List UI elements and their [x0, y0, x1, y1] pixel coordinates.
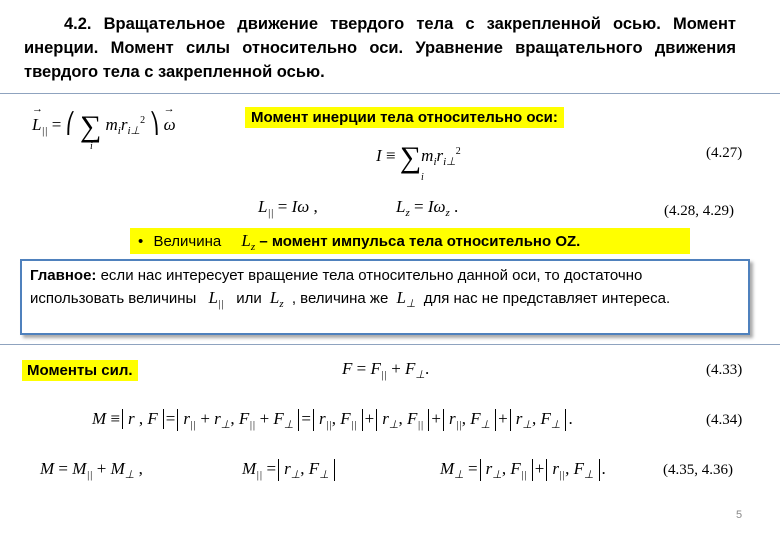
- equation-number-4-27: (4.27): [706, 145, 743, 161]
- bullet-suffix: – момент импульса тела относительно OZ.: [259, 233, 581, 250]
- moment-parallel-formula: $M_{||} = r_\perp$, $F_\perp$: [242, 459, 337, 481]
- angular-momentum-formula: $L_{||}$ → = ⎛ ∑ $m_ir_{i\perp}^2$ ⎞ ω →: [32, 103, 176, 143]
- page-number: 5: [736, 509, 743, 521]
- main-note-part1: если нас интересует вращение тела относительно данной оси, то достаточно использовать величины: [30, 267, 643, 307]
- main-note-part4: для нас не представляет интереса.: [423, 290, 671, 307]
- inertia-formula: $I \equiv \sum m_ir_{i\perp}^2$: [376, 141, 461, 174]
- divider-line-2: [0, 344, 780, 345]
- divider-line: [0, 93, 780, 94]
- moments-label-box: Моменты сил.: [22, 360, 138, 381]
- l-parallel-symbol: $L_{||}$: [208, 288, 225, 310]
- bullet-lz-symbol: $L_z$: [241, 231, 256, 253]
- main-note-part3: , величина же: [291, 290, 389, 307]
- moment-sum-formula: $M = M_{||} + M_\perp$ ,: [40, 459, 143, 481]
- equation-number-4-33: (4.33): [706, 362, 743, 378]
- inertia-label-box: Момент инерции тела относительно оси:: [245, 107, 564, 128]
- moment-formula: M ≡ r , $F = r_{||} + r_\perp$, $F_{||} + F_\perp = r_{||}$, $F_{||} + r_\perp$, $F_{||} + r_{||}$, $F_\perp + r_\perp$, $F_\perp$ .: [92, 409, 573, 431]
- momentum-z-formula: $L_z = I\omega_z$ .: [396, 197, 459, 219]
- sum-index-2: i: [421, 172, 424, 183]
- section-heading: 4.2. Вращательное движение твердого тела с закрепленной осью. Момент инерции. Момент силы относительно оси. Уравнение вращательного движения твердого тела с закрепленной осью.: [24, 15, 736, 81]
- main-note-box: [20, 259, 750, 335]
- equation-number-4-28: (4.28, 4.29): [664, 203, 734, 219]
- equation-number-4-35: (4.35, 4.36): [663, 462, 733, 478]
- main-note-bold: Главное:: [30, 267, 97, 284]
- momentum-inertia-formula: $L_{||} = I\omega$ ,: [258, 197, 318, 219]
- bullet-dot: •: [138, 233, 144, 250]
- l-perp-symbol: $L_\perp$: [396, 288, 416, 310]
- sum-index: i: [90, 141, 93, 152]
- bullet-line: [130, 228, 690, 254]
- force-decomposition-formula: $F = F_{||} + F_\perp$.: [342, 359, 430, 381]
- bullet-prefix: Величина: [153, 233, 222, 250]
- moment-perp-formula: $M_\perp = r_\perp$, $F_{||} + r_{||}$, $F_\perp$ .: [440, 459, 606, 481]
- main-note-part2: или: [236, 290, 262, 307]
- equation-number-4-34: (4.34): [706, 412, 743, 428]
- lz-symbol: $L_z$: [269, 288, 284, 310]
